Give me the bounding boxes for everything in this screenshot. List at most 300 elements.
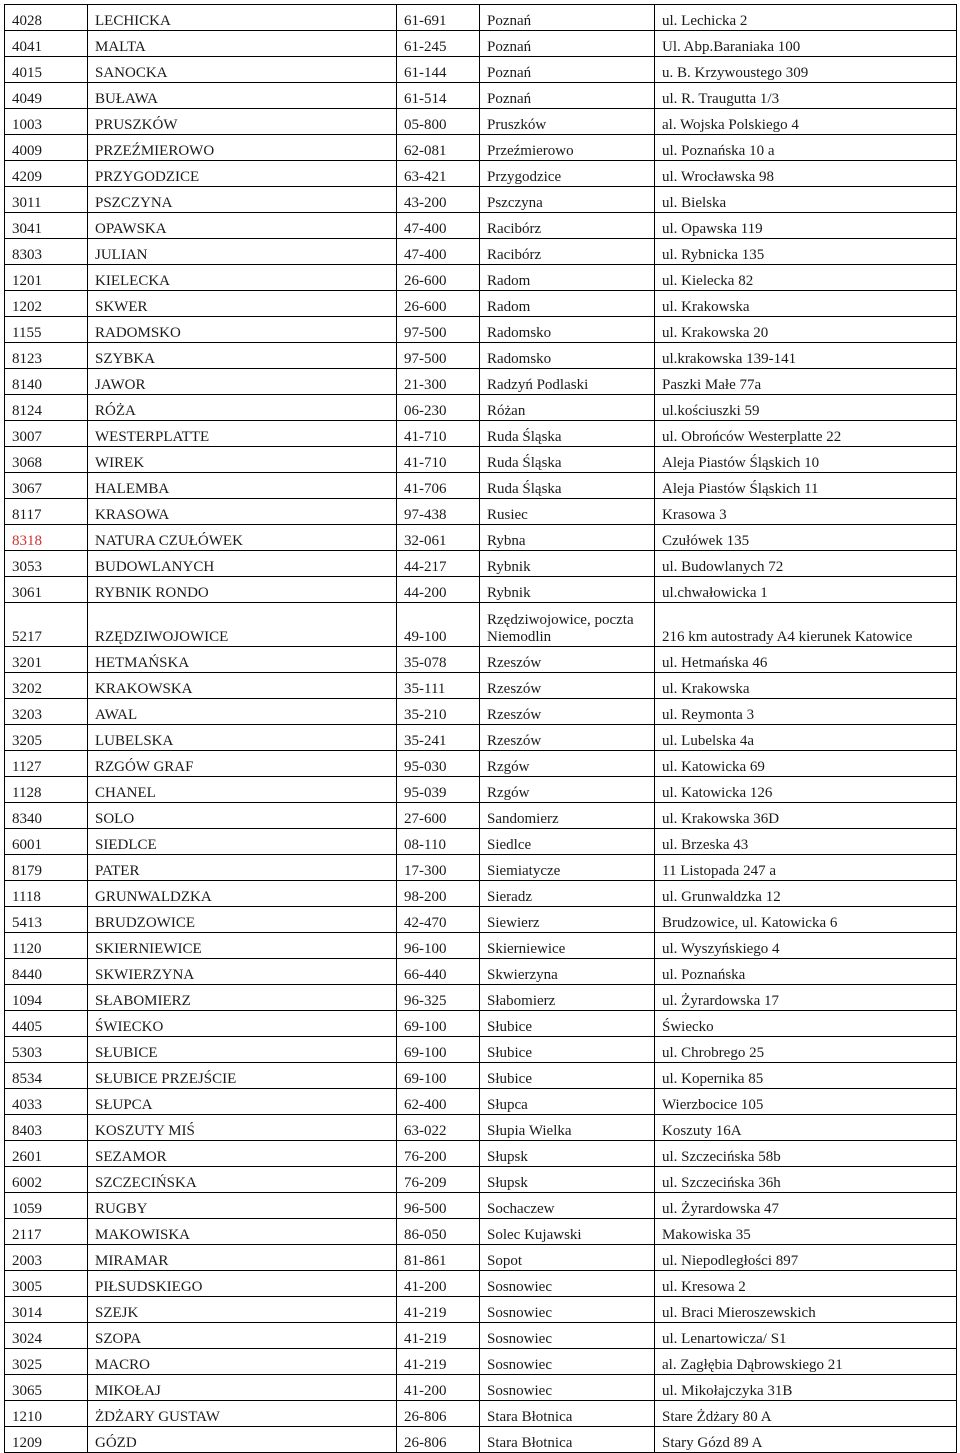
address-cell: ul. Krakowska: [655, 291, 957, 317]
postal-code-cell: 27-600: [397, 803, 480, 829]
city-cell: Rzeszów: [480, 725, 655, 751]
station-id-cell: 4405: [5, 1011, 88, 1037]
city-cell: Sochaczew: [480, 1193, 655, 1219]
address-cell: ul. Kresowa 2: [655, 1271, 957, 1297]
address-cell: ul. Opawska 119: [655, 213, 957, 239]
station-id-cell: 4041: [5, 31, 88, 57]
station-id-cell: 1202: [5, 291, 88, 317]
station-id-cell: 4033: [5, 1089, 88, 1115]
station-id-cell: 8179: [5, 855, 88, 881]
postal-code-cell: 44-200: [397, 577, 480, 603]
city-cell: Przeźmierowo: [480, 135, 655, 161]
station-id-cell: 4209: [5, 161, 88, 187]
station-id-cell: 1059: [5, 1193, 88, 1219]
postal-code-cell: 86-050: [397, 1219, 480, 1245]
station-id-cell: 3005: [5, 1271, 88, 1297]
address-cell: ul. Lenartowicza/ S1: [655, 1323, 957, 1349]
city-cell: Rybna: [480, 525, 655, 551]
city-cell: Stara Błotnica: [480, 1427, 655, 1453]
postal-code-cell: 41-706: [397, 473, 480, 499]
postal-code-cell: 69-100: [397, 1037, 480, 1063]
postal-code-cell: 63-022: [397, 1115, 480, 1141]
address-cell: ul. Poznańska: [655, 959, 957, 985]
table-row: [5, 855, 957, 881]
address-cell: Brudzowice, ul. Katowicka 6: [655, 907, 957, 933]
station-id-cell: 8318: [5, 525, 88, 551]
table-row: [5, 369, 957, 395]
postal-code-cell: 41-710: [397, 447, 480, 473]
station-id-cell: 8140: [5, 369, 88, 395]
table-row: [5, 777, 957, 803]
table-row: [5, 343, 957, 369]
city-cell: Rusiec: [480, 499, 655, 525]
table-row: [5, 447, 957, 473]
station-name-cell: JAWOR: [88, 369, 397, 395]
postal-code-cell: 66-440: [397, 959, 480, 985]
city-cell: Słubice: [480, 1037, 655, 1063]
address-cell: Koszuty 16A: [655, 1115, 957, 1141]
station-name-cell: SZCZECIŃSKA: [88, 1167, 397, 1193]
address-cell: Makowiska 35: [655, 1219, 957, 1245]
station-id-cell: 1128: [5, 777, 88, 803]
postal-code-cell: 21-300: [397, 369, 480, 395]
postal-code-cell: 49-100: [397, 603, 480, 647]
address-cell: 216 km autostrady A4 kierunek Katowice: [655, 603, 957, 647]
city-cell: Słubice: [480, 1011, 655, 1037]
station-id-cell: 1209: [5, 1427, 88, 1453]
city-cell: Radzyń Podlaski: [480, 369, 655, 395]
table-row: [5, 1297, 957, 1323]
station-id-cell: 8340: [5, 803, 88, 829]
table-row: [5, 1193, 957, 1219]
station-name-cell: SKWIERZYNA: [88, 959, 397, 985]
address-cell: ul. R. Traugutta 1/3: [655, 83, 957, 109]
station-id-cell: 3024: [5, 1323, 88, 1349]
city-cell: Rzeszów: [480, 673, 655, 699]
city-cell: Słupca: [480, 1089, 655, 1115]
postal-code-cell: 41-200: [397, 1375, 480, 1401]
address-cell: ul. Katowicka 126: [655, 777, 957, 803]
address-cell: ul.chwałowicka 1: [655, 577, 957, 603]
station-id-cell: 1201: [5, 265, 88, 291]
station-id-cell: 5303: [5, 1037, 88, 1063]
station-id-cell: 4009: [5, 135, 88, 161]
table-row: [5, 699, 957, 725]
station-name-cell: PIŁSUDSKIEGO: [88, 1271, 397, 1297]
address-cell: ul. Budowlanych 72: [655, 551, 957, 577]
postal-code-cell: 32-061: [397, 525, 480, 551]
table-row: [5, 265, 957, 291]
city-cell: Ruda Śląska: [480, 473, 655, 499]
station-name-cell: SZOPA: [88, 1323, 397, 1349]
station-id-cell: 4049: [5, 83, 88, 109]
postal-code-cell: 35-111: [397, 673, 480, 699]
postal-code-cell: 47-400: [397, 213, 480, 239]
station-name-cell: KRAKOWSKA: [88, 673, 397, 699]
address-cell: ul. Rybnicka 135: [655, 239, 957, 265]
station-name-cell: AWAL: [88, 699, 397, 725]
address-cell: ul. Poznańska 10 a: [655, 135, 957, 161]
station-id-cell: 1118: [5, 881, 88, 907]
station-name-cell: SZEJK: [88, 1297, 397, 1323]
station-name-cell: CHANEL: [88, 777, 397, 803]
address-cell: ul. Obrońców Westerplatte 22: [655, 421, 957, 447]
station-id-cell: 1127: [5, 751, 88, 777]
postal-code-cell: 96-325: [397, 985, 480, 1011]
station-id-cell: 8303: [5, 239, 88, 265]
postal-code-cell: 44-217: [397, 551, 480, 577]
postal-code-cell: 97-500: [397, 317, 480, 343]
station-name-cell: GÓZD: [88, 1427, 397, 1453]
city-cell: Skierniewice: [480, 933, 655, 959]
postal-code-cell: 97-500: [397, 343, 480, 369]
table-row: [5, 187, 957, 213]
station-name-cell: RUGBY: [88, 1193, 397, 1219]
station-name-cell: LUBELSKA: [88, 725, 397, 751]
address-cell: Wierzbocice 105: [655, 1089, 957, 1115]
station-name-cell: MACRO: [88, 1349, 397, 1375]
station-id-cell: 5413: [5, 907, 88, 933]
address-cell: ul. Hetmańska 46: [655, 647, 957, 673]
station-name-cell: SEZAMOR: [88, 1141, 397, 1167]
table-row: [5, 551, 957, 577]
postal-code-cell: 35-078: [397, 647, 480, 673]
address-cell: ul. Krakowska 20: [655, 317, 957, 343]
city-cell: Sosnowiec: [480, 1297, 655, 1323]
postal-code-cell: 81-861: [397, 1245, 480, 1271]
station-id-cell: 8534: [5, 1063, 88, 1089]
table-row: [5, 751, 957, 777]
postal-code-cell: 76-200: [397, 1141, 480, 1167]
station-name-cell: HETMAŃSKA: [88, 647, 397, 673]
address-cell: Krasowa 3: [655, 499, 957, 525]
address-cell: ul. Katowicka 69: [655, 751, 957, 777]
postal-code-cell: 61-245: [397, 31, 480, 57]
table-row: [5, 31, 957, 57]
table-row: [5, 1271, 957, 1297]
address-cell: ul. Żyrardowska 17: [655, 985, 957, 1011]
address-cell: Ul. Abp.Baraniaka 100: [655, 31, 957, 57]
address-cell: ul. Żyrardowska 47: [655, 1193, 957, 1219]
station-name-cell: RZĘDZIWOJOWICE: [88, 603, 397, 647]
city-cell: Pszczyna: [480, 187, 655, 213]
station-name-cell: NATURA CZUŁÓWEK: [88, 525, 397, 551]
postal-code-cell: 69-100: [397, 1063, 480, 1089]
city-cell: Radomsko: [480, 317, 655, 343]
station-id-cell: 3205: [5, 725, 88, 751]
postal-code-cell: 76-209: [397, 1167, 480, 1193]
postal-code-cell: 98-200: [397, 881, 480, 907]
city-cell: Skwierzyna: [480, 959, 655, 985]
station-id-cell: 3014: [5, 1297, 88, 1323]
postal-code-cell: 96-100: [397, 933, 480, 959]
postal-code-cell: 41-219: [397, 1349, 480, 1375]
station-id-cell: 3061: [5, 577, 88, 603]
table-row: [5, 1037, 957, 1063]
postal-code-cell: 47-400: [397, 239, 480, 265]
table-row: [5, 1141, 957, 1167]
city-cell: Słabomierz: [480, 985, 655, 1011]
station-id-cell: 3025: [5, 1349, 88, 1375]
postal-code-cell: 62-081: [397, 135, 480, 161]
table-row: [5, 803, 957, 829]
postal-code-cell: 69-100: [397, 1011, 480, 1037]
station-name-cell: OPAWSKA: [88, 213, 397, 239]
postal-code-cell: 61-691: [397, 5, 480, 31]
document-page: [4, 4, 956, 1453]
station-id-cell: 3041: [5, 213, 88, 239]
table-row: [5, 473, 957, 499]
city-cell: Słupsk: [480, 1141, 655, 1167]
table-row: [5, 907, 957, 933]
table-row: [5, 1063, 957, 1089]
address-cell: Świecko: [655, 1011, 957, 1037]
station-name-cell: WIREK: [88, 447, 397, 473]
address-cell: Aleja Piastów Śląskich 10: [655, 447, 957, 473]
city-cell: Rzeszów: [480, 647, 655, 673]
city-cell: Sosnowiec: [480, 1349, 655, 1375]
address-cell: Czułówek 135: [655, 525, 957, 551]
city-cell: Poznań: [480, 31, 655, 57]
address-cell: ul. Braci Mieroszewskich: [655, 1297, 957, 1323]
table-row: [5, 499, 957, 525]
postal-code-cell: 35-210: [397, 699, 480, 725]
postal-code-cell: 06-230: [397, 395, 480, 421]
city-cell: Rzędziwojowice, poczta Niemodlin: [480, 603, 655, 647]
table-row: [5, 985, 957, 1011]
station-id-cell: 1155: [5, 317, 88, 343]
address-cell: ul. Szczecińska 58b: [655, 1141, 957, 1167]
stations-table: [4, 4, 957, 1453]
station-id-cell: 3067: [5, 473, 88, 499]
station-id-cell: 3011: [5, 187, 88, 213]
city-cell: Solec Kujawski: [480, 1219, 655, 1245]
city-cell: Rzeszów: [480, 699, 655, 725]
table-row: [5, 1349, 957, 1375]
postal-code-cell: 26-806: [397, 1401, 480, 1427]
table-row: [5, 1115, 957, 1141]
city-cell: Przygodzice: [480, 161, 655, 187]
station-name-cell: RZGÓW GRAF: [88, 751, 397, 777]
station-id-cell: 3065: [5, 1375, 88, 1401]
table-row: [5, 213, 957, 239]
postal-code-cell: 95-039: [397, 777, 480, 803]
station-name-cell: LECHICKA: [88, 5, 397, 31]
station-id-cell: 6002: [5, 1167, 88, 1193]
table-row: [5, 603, 957, 647]
station-name-cell: ŚWIECKO: [88, 1011, 397, 1037]
station-name-cell: ŻDŻARY GUSTAW: [88, 1401, 397, 1427]
postal-code-cell: 96-500: [397, 1193, 480, 1219]
table-row: [5, 647, 957, 673]
station-id-cell: 8124: [5, 395, 88, 421]
table-row: [5, 1089, 957, 1115]
address-cell: ul. Chrobrego 25: [655, 1037, 957, 1063]
city-cell: Rybnik: [480, 577, 655, 603]
station-id-cell: 3053: [5, 551, 88, 577]
address-cell: ul. Wyszyńskiego 4: [655, 933, 957, 959]
station-name-cell: SOLO: [88, 803, 397, 829]
station-name-cell: HALEMBA: [88, 473, 397, 499]
city-cell: Radom: [480, 265, 655, 291]
station-id-cell: 3201: [5, 647, 88, 673]
table-row: [5, 161, 957, 187]
address-cell: ul. Bielska: [655, 187, 957, 213]
station-id-cell: 4015: [5, 57, 88, 83]
postal-code-cell: 63-421: [397, 161, 480, 187]
station-name-cell: KOSZUTY MIŚ: [88, 1115, 397, 1141]
address-cell: Paszki Małe 77a: [655, 369, 957, 395]
table-row: [5, 1427, 957, 1453]
postal-code-cell: 95-030: [397, 751, 480, 777]
address-cell: ul. Brzeska 43: [655, 829, 957, 855]
address-cell: Stary Gózd 89 A: [655, 1427, 957, 1453]
address-cell: ul. Grunwaldzka 12: [655, 881, 957, 907]
address-cell: ul. Krakowska 36D: [655, 803, 957, 829]
address-cell: al. Zagłębia Dąbrowskiego 21: [655, 1349, 957, 1375]
station-id-cell: 1120: [5, 933, 88, 959]
address-cell: ul.krakowska 139-141: [655, 343, 957, 369]
station-name-cell: SŁUBICE PRZEJŚCIE: [88, 1063, 397, 1089]
table-row: [5, 577, 957, 603]
station-name-cell: MALTA: [88, 31, 397, 57]
station-id-cell: 2003: [5, 1245, 88, 1271]
table-row: [5, 57, 957, 83]
address-cell: 11 Listopada 247 a: [655, 855, 957, 881]
city-cell: Sosnowiec: [480, 1375, 655, 1401]
table-row: [5, 239, 957, 265]
city-cell: Słupia Wielka: [480, 1115, 655, 1141]
station-name-cell: PRUSZKÓW: [88, 109, 397, 135]
city-cell: Poznań: [480, 83, 655, 109]
postal-code-cell: 62-400: [397, 1089, 480, 1115]
address-cell: ul. Niepodległości 897: [655, 1245, 957, 1271]
city-cell: Siewierz: [480, 907, 655, 933]
station-name-cell: SŁABOMIERZ: [88, 985, 397, 1011]
table-row: [5, 395, 957, 421]
station-name-cell: SKIERNIEWICE: [88, 933, 397, 959]
station-name-cell: SZYBKA: [88, 343, 397, 369]
postal-code-cell: 35-241: [397, 725, 480, 751]
city-cell: Poznań: [480, 5, 655, 31]
address-cell: ul. Kopernika 85: [655, 1063, 957, 1089]
table-row: [5, 1219, 957, 1245]
address-cell: u. B. Krzywoustego 309: [655, 57, 957, 83]
city-cell: Siemiatycze: [480, 855, 655, 881]
table-row: [5, 1167, 957, 1193]
postal-code-cell: 17-300: [397, 855, 480, 881]
address-cell: Aleja Piastów Śląskich 11: [655, 473, 957, 499]
address-cell: Stare Żdżary 80 A: [655, 1401, 957, 1427]
postal-code-cell: 26-600: [397, 291, 480, 317]
city-cell: Radom: [480, 291, 655, 317]
table-row: [5, 829, 957, 855]
postal-code-cell: 43-200: [397, 187, 480, 213]
station-name-cell: PATER: [88, 855, 397, 881]
station-id-cell: 4028: [5, 5, 88, 31]
postal-code-cell: 42-470: [397, 907, 480, 933]
postal-code-cell: 41-219: [397, 1297, 480, 1323]
station-id-cell: 3068: [5, 447, 88, 473]
table-row: [5, 135, 957, 161]
table-row: [5, 5, 957, 31]
address-cell: ul.kościuszki 59: [655, 395, 957, 421]
city-cell: Siedlce: [480, 829, 655, 855]
station-name-cell: RYBNIK RONDO: [88, 577, 397, 603]
city-cell: Słubice: [480, 1063, 655, 1089]
postal-code-cell: 26-806: [397, 1427, 480, 1453]
station-name-cell: JULIAN: [88, 239, 397, 265]
table-row: [5, 1375, 957, 1401]
station-id-cell: 1003: [5, 109, 88, 135]
city-cell: Rzgów: [480, 777, 655, 803]
station-name-cell: BUŁAWA: [88, 83, 397, 109]
city-cell: Racibórz: [480, 239, 655, 265]
station-name-cell: MAKOWISKA: [88, 1219, 397, 1245]
table-row: [5, 1401, 957, 1427]
station-id-cell: 5217: [5, 603, 88, 647]
city-cell: Pruszków: [480, 109, 655, 135]
station-id-cell: 2601: [5, 1141, 88, 1167]
city-cell: Racibórz: [480, 213, 655, 239]
stations-table-body: [5, 5, 957, 1453]
station-id-cell: 2117: [5, 1219, 88, 1245]
city-cell: Ruda Śląska: [480, 421, 655, 447]
city-cell: Poznań: [480, 57, 655, 83]
city-cell: Sosnowiec: [480, 1323, 655, 1349]
station-id-cell: 3202: [5, 673, 88, 699]
address-cell: ul. Mikołajczyka 31B: [655, 1375, 957, 1401]
station-name-cell: SŁUPCA: [88, 1089, 397, 1115]
station-name-cell: MIRAMAR: [88, 1245, 397, 1271]
city-cell: Sosnowiec: [480, 1271, 655, 1297]
table-row: [5, 83, 957, 109]
station-name-cell: RÓŻA: [88, 395, 397, 421]
station-id-cell: 1094: [5, 985, 88, 1011]
table-row: [5, 959, 957, 985]
address-cell: ul. Wrocławska 98: [655, 161, 957, 187]
city-cell: Sandomierz: [480, 803, 655, 829]
city-cell: Rybnik: [480, 551, 655, 577]
table-row: [5, 933, 957, 959]
postal-code-cell: 26-600: [397, 265, 480, 291]
city-cell: Sieradz: [480, 881, 655, 907]
table-row: [5, 725, 957, 751]
station-id-cell: 1210: [5, 1401, 88, 1427]
station-name-cell: PSZCZYNA: [88, 187, 397, 213]
address-cell: ul. Krakowska: [655, 673, 957, 699]
table-row: [5, 881, 957, 907]
station-name-cell: KIELECKA: [88, 265, 397, 291]
table-row: [5, 525, 957, 551]
postal-code-cell: 41-200: [397, 1271, 480, 1297]
city-cell: Radomsko: [480, 343, 655, 369]
address-cell: ul. Kielecka 82: [655, 265, 957, 291]
table-row: [5, 317, 957, 343]
city-cell: Rzgów: [480, 751, 655, 777]
station-id-cell: 3203: [5, 699, 88, 725]
table-row: [5, 1245, 957, 1271]
station-name-cell: BUDOWLANYCH: [88, 551, 397, 577]
address-cell: al. Wojska Polskiego 4: [655, 109, 957, 135]
station-name-cell: RADOMSKO: [88, 317, 397, 343]
station-name-cell: WESTERPLATTE: [88, 421, 397, 447]
city-cell: Stara Błotnica: [480, 1401, 655, 1427]
station-name-cell: SIEDLCE: [88, 829, 397, 855]
address-cell: ul. Reymonta 3: [655, 699, 957, 725]
table-row: [5, 673, 957, 699]
address-cell: ul. Lechicka 2: [655, 5, 957, 31]
